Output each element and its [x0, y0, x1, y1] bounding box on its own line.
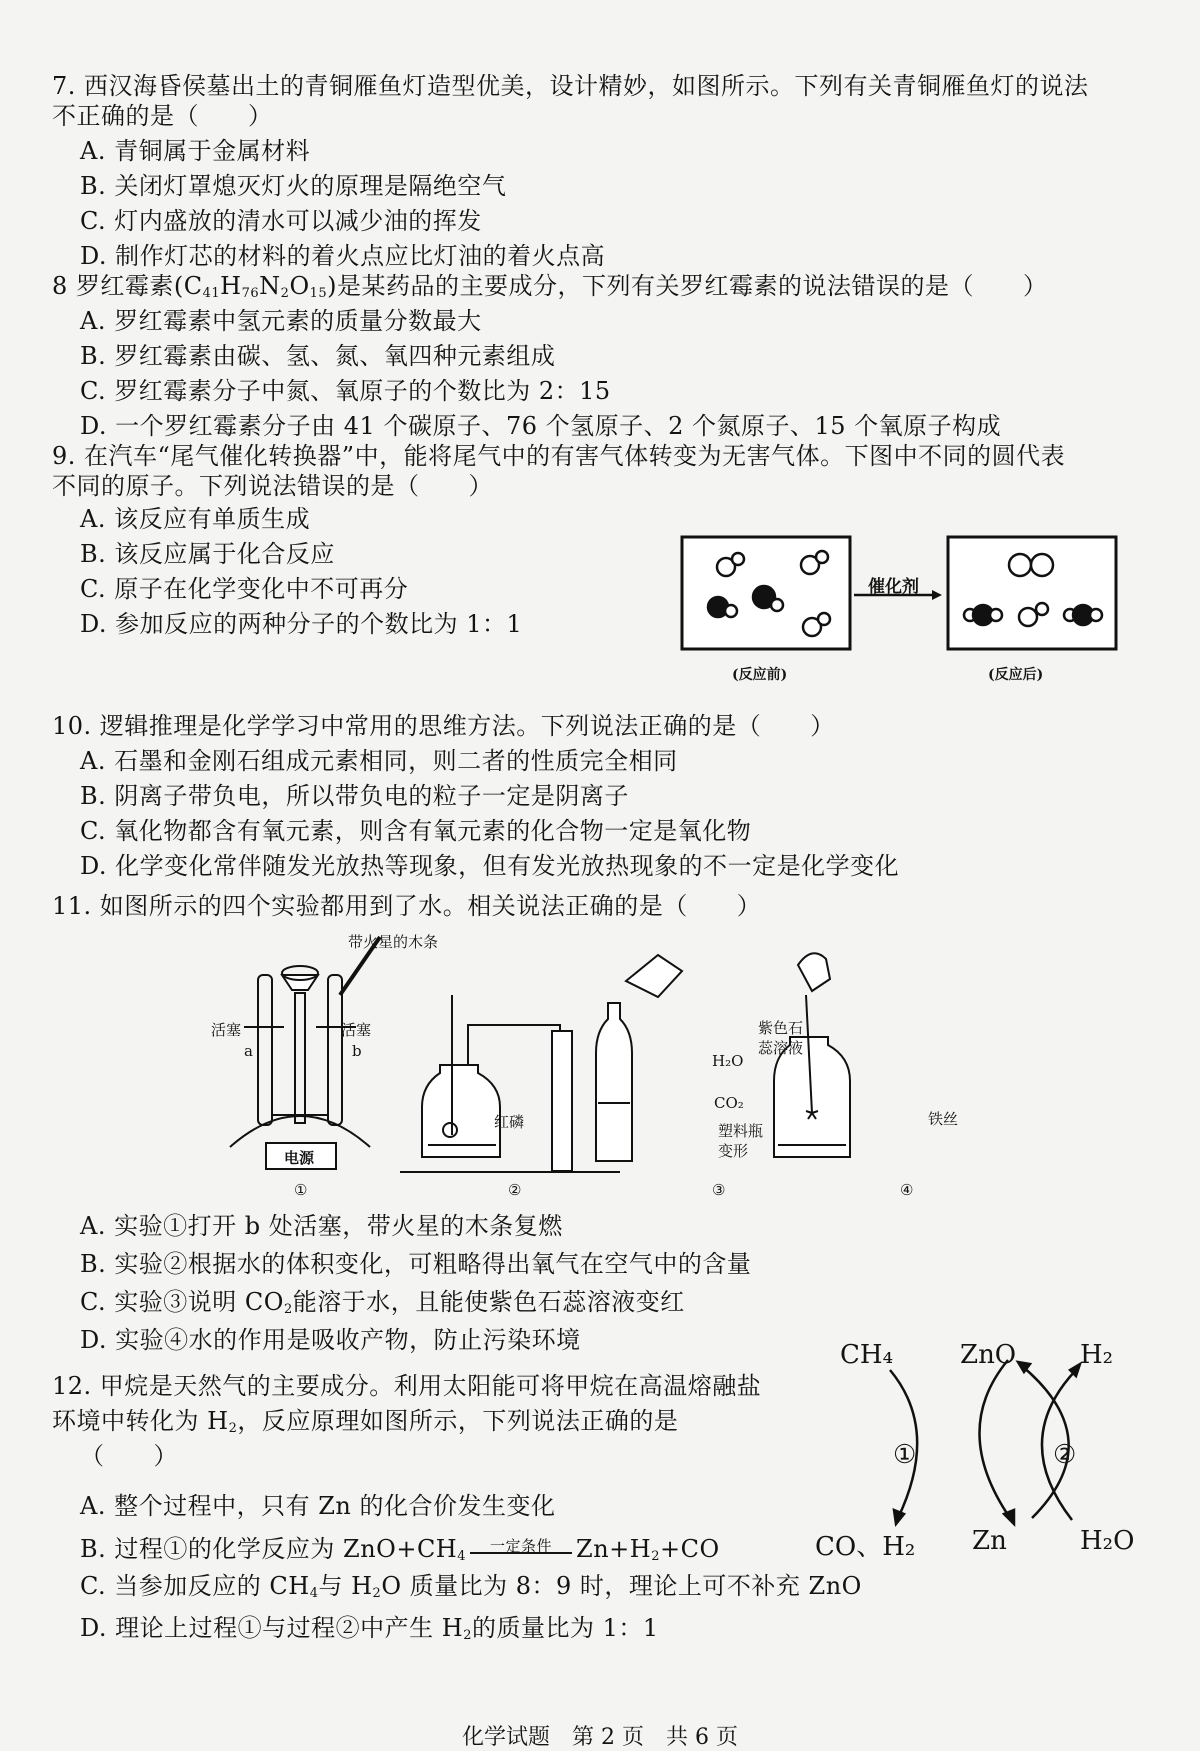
q11-option-b: B. 实验②根据水的体积变化，可粗略得出氧气在空气中的含量: [80, 1250, 752, 1278]
fig-bottle-label-2: 变形: [718, 1142, 749, 1160]
q7-stem-line1: 7. 西汉海昏侯墓出土的青铜雁鱼灯造型优美，设计精妙，如图所示。下列有关青铜雁鱼灯的说法: [52, 72, 1089, 100]
fig-bottle-label-1: 塑料瓶: [718, 1122, 764, 1140]
q9-stem-line1: 9. 在汽车“尾气催化转换器”中，能将尾气中的有害气体转变为无害气体。下图中不同的圆代表: [52, 442, 1066, 470]
fig-co2-label: CO₂: [714, 1094, 744, 1112]
fig-stick-label: 带火星的木条: [348, 933, 439, 951]
q8-option-b: B. 罗红霉素由碳、氢、氮、氧四种元素组成: [80, 342, 556, 370]
q7-option-b: B. 关闭灯罩熄灭灯火的原理是隔绝空气: [80, 172, 507, 200]
q9-option-c: C. 原子在化学变化中不可再分: [80, 575, 409, 603]
q10-option-a: A. 石墨和金刚石组成元素相同，则二者的性质完全相同: [80, 747, 678, 775]
q8-option-c: C. 罗红霉素分子中氮、氧原子的个数比为 2：15: [80, 377, 611, 405]
q7-option-c: C. 灯内盛放的清水可以减少油的挥发: [80, 207, 482, 235]
fig-power-label: 电源: [284, 1149, 315, 1167]
q12-option-a: A. 整个过程中，只有 Zn 的化合价发生变化: [80, 1492, 556, 1520]
q8-stem: 8 罗红霉素$(C_{41}H_{76}N_2O_{15})$是某药品的主要成分，下列有关罗红霉素的说法错误的是（ ）: [52, 272, 1048, 301]
q9-option-b: B. 该反应属于化合反应: [80, 540, 335, 568]
cycle-ch4-label: CH₄: [840, 1340, 893, 1370]
process1-right-arc: [979, 1360, 1010, 1518]
q7-option-a: A. 青铜属于金属材料: [80, 137, 311, 165]
q10-option-b: B. 阴离子带负电，所以带负电的粒子一定是阴离子: [80, 782, 629, 810]
q11-experiments-figure: [200, 935, 1060, 1180]
q12-stem-line2: 环境中转化为 $H_2$，反应原理如图所示，下列说法正确的是: [52, 1407, 679, 1436]
co2-bottle-icon: [596, 955, 682, 1161]
molecule-co2-icon: [1064, 605, 1102, 625]
cycle-process2-label: ②: [1053, 1440, 1077, 1470]
fig-valve-right: 活塞: [341, 1021, 372, 1039]
cycle-zno-label: ZnO: [960, 1340, 1017, 1370]
phosphorus-apparatus-icon: [400, 995, 620, 1172]
page-footer: 化学试题 第 2 页 共 6 页: [462, 1725, 738, 1750]
fig-number-3: ③: [712, 1181, 726, 1199]
fig-valve-left: 活塞: [211, 1021, 242, 1039]
cycle-h2-label: H₂: [1080, 1340, 1114, 1370]
fig-a-label: a: [244, 1042, 253, 1060]
q12-option-c: C. 当参加反应的 $CH_4$与 $H_2O$ 质量比为 8：9 时，理论上可不补充 ZnO: [80, 1572, 862, 1601]
fig-phosphorus-label: 红磷: [494, 1113, 525, 1131]
q12-stem-line1: 12. 甲烷是天然气的主要成分。利用太阳能可将甲烷在高温熔融盐: [52, 1372, 762, 1400]
q8-option-a: A. 罗红霉素中氢元素的质量分数最大: [80, 307, 482, 335]
fig-b-label: b: [352, 1042, 362, 1060]
q9-stem-line2: 不同的原子。下列说法错误的是（ ）: [52, 472, 493, 500]
cycle-co-h2-label: CO、H₂: [815, 1532, 916, 1562]
q11-option-a: A. 实验①打开 b 处活塞，带火星的木条复燃: [80, 1212, 563, 1240]
cycle-h2o-label: H₂O: [1080, 1526, 1135, 1556]
q9-option-d: D. 参加反应的两种分子的个数比为 1：1: [80, 610, 523, 638]
q7-stem-line2: 不正确的是（ ）: [52, 102, 273, 130]
fig-h2o-label: H₂O: [712, 1052, 744, 1070]
cycle-zn-label: Zn: [972, 1526, 1007, 1556]
q8-option-d: D. 一个罗红霉素分子由 41 个碳原子、76 个氢原子、2 个氮原子、15 个氧原子构成: [80, 412, 1002, 440]
after-box: [948, 537, 1116, 649]
q11-stem: 11. 如图所示的四个实验都用到了水。相关说法正确的是（ ）: [52, 892, 762, 920]
q10-option-d: D. 化学变化常伴随发光放热等现象，但有发光放热现象的不一定是化学变化: [80, 852, 900, 880]
q11-option-c: C. 实验③说明 $CO_2$能溶于水，且能使紫色石蕊溶液变红: [80, 1288, 685, 1317]
q11-option-d: D. 实验④水的作用是吸收产物，防止污染环境: [80, 1326, 581, 1354]
q9-reaction-figure: [680, 535, 1120, 685]
q12-option-b: B. 过程①的化学反应为 $ZnO+CH_4$一定条件 $Zn+H_2+CO$: [80, 1535, 720, 1564]
fig-litmus-label-2: 蕊溶液: [758, 1039, 804, 1057]
q12-option-d: D. 理论上过程①与过程②中产生 $H_2$的质量比为 1：1: [80, 1614, 659, 1643]
fig-number-2: ②: [508, 1181, 522, 1199]
fig-wire-label: 铁丝: [928, 1110, 959, 1128]
molecule-co2-icon: [964, 605, 1002, 625]
q12-cycle-figure: [810, 1340, 1140, 1540]
q12-stem-line3: （ ）: [80, 1442, 178, 1470]
q9-option-a: A. 该反应有单质生成: [80, 505, 311, 533]
cycle-process1-label: ①: [893, 1440, 917, 1470]
q10-stem: 10. 逻辑推理是化学学习中常用的思维方法。下列说法正确的是（ ）: [52, 712, 835, 740]
after-caption: (反应后): [988, 667, 1044, 683]
q10-option-c: C. 氧化物都含有氧元素，则含有氧元素的化合物一定是氧化物: [80, 817, 752, 845]
q7-option-d: D. 制作灯芯的材料的着火点应比灯油的着火点高: [80, 242, 606, 270]
fig-litmus-label-1: 紫色石: [758, 1019, 804, 1037]
fig-number-4: ④: [900, 1181, 914, 1199]
before-caption: (反应前): [732, 667, 788, 683]
catalyst-label: 催化剂: [868, 577, 919, 597]
fig-number-1: ①: [294, 1181, 308, 1199]
